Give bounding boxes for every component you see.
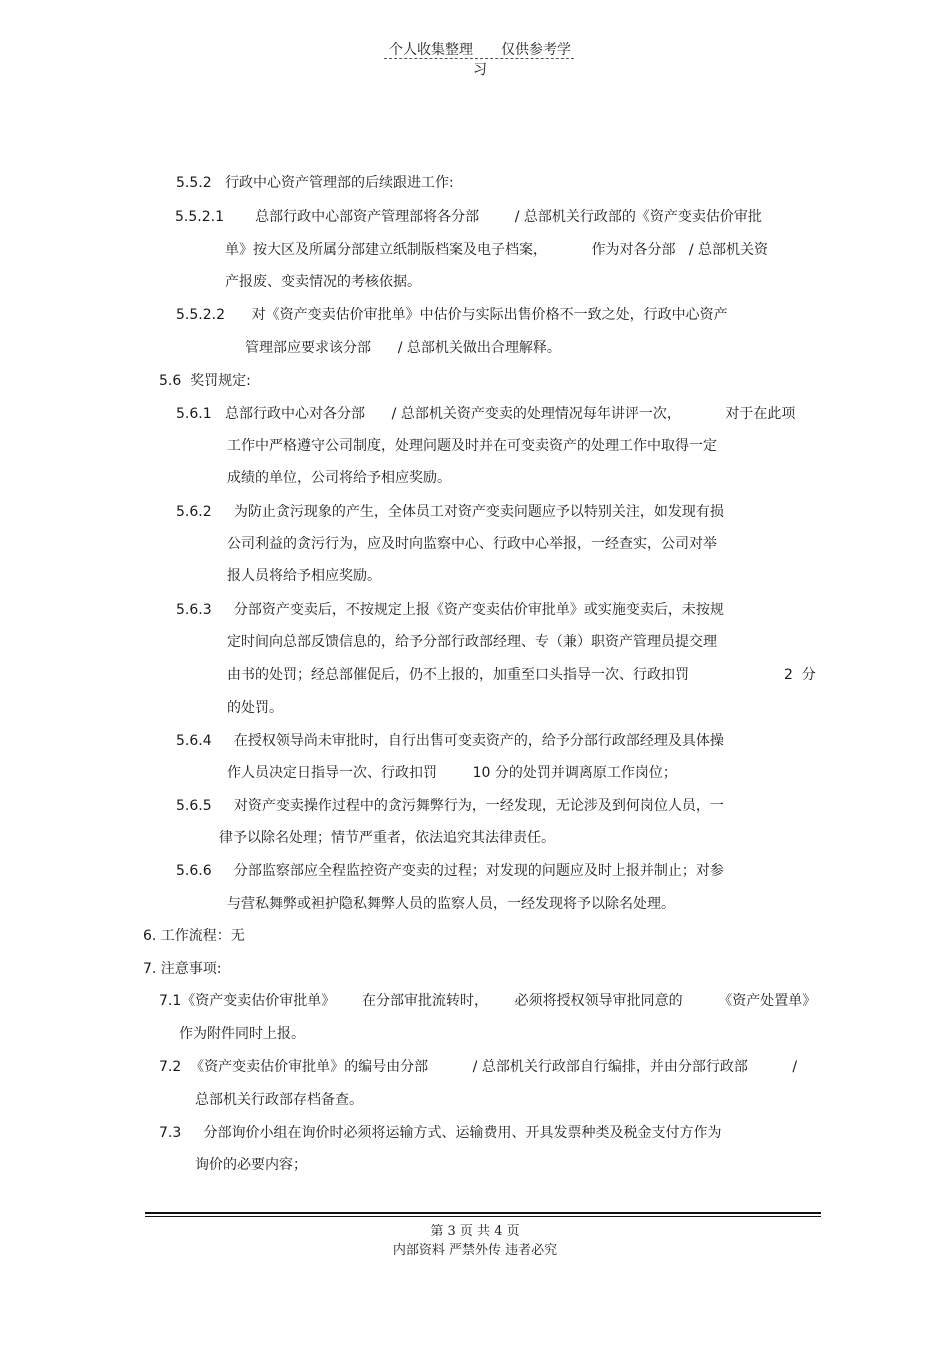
paragraph-5-6-2-line-1: 5.6.2 为防止贪污现象的产生，全体员工对资产变卖问题应予以特别关注，如发现有损 xyxy=(176,504,724,520)
section-6-heading: 6. 工作流程：无 xyxy=(143,928,245,944)
paragraph-5-6-3-line-3: 由书的处罚；经总部催促后，仍不上报的，加重至口头指导一次、行政扣罚 xyxy=(227,667,689,683)
paragraph-5-5-2-1-line-3: 产报废、变卖情况的考核依据。 xyxy=(225,274,421,290)
paragraph-7-2-line-2: 总部机关行政部存档备查。 xyxy=(195,1092,363,1108)
paragraph-5-6-3-line-3-tail: 2 分 xyxy=(784,667,816,683)
paragraph-5-6-5-line-1: 5.6.5 对资产变卖操作过程中的贪污舞弊行为，一经发现，无论涉及到何岗位人员，一 xyxy=(176,798,724,814)
footer-rule-thin xyxy=(145,1216,821,1217)
paragraph-5-6-6-line-1: 5.6.6 分部监察部应全程监控资产变卖的过程；对发现的问题应及时上报并制止；对参 xyxy=(176,863,724,879)
paragraph-5-6-1-line-2: 工作中严格遵守公司制度，处理问题及时并在可变卖资产的处理工作中取得一定 xyxy=(227,438,717,454)
page-header: 个人收集整理 仅供参考学习 xyxy=(389,42,571,78)
paragraph-5-5-2-1-line-2: 单》按大区及所属分部建立纸制版档案及电子档案， 作为对各分部 / 总部机关资 xyxy=(225,242,769,258)
paragraph-5-6-2-line-3: 报人员将给予相应奖励。 xyxy=(227,568,381,584)
footer-rule-thick xyxy=(145,1212,821,1214)
section-5-6-heading: 5.6 奖罚规定: xyxy=(159,373,251,389)
paragraph-7-2-line-1: 7.2 《资产变卖估价审批单》的编号由分部 / 总部机关行政部自行编排，并由分部行政部 / xyxy=(159,1059,798,1075)
paragraph-5-6-1-line-3: 成绩的单位，公司将给予相应奖励。 xyxy=(227,470,451,486)
paragraph-5-6-6-line-2: 与营私舞弊或袒护隐私舞弊人员的监察人员，一经发现将予以除名处理。 xyxy=(227,896,675,912)
footer-notice: 内部资料 严禁外传 违者必究 xyxy=(392,1243,558,1258)
paragraph-5-6-4-line-1: 5.6.4 在授权领导尚未审批时，自行出售可变卖资产的，给予分部行政部经理及具体操 xyxy=(176,733,724,749)
paragraph-5-6-3-line-1: 5.6.3 分部资产变卖后，不按规定上报《资产变卖估价审批单》或实施变卖后，未按规 xyxy=(176,602,724,618)
paragraph-7-1-line-2: 作为附件同时上报。 xyxy=(179,1026,305,1042)
paragraph-5-6-2-line-2: 公司利益的贪污行为，应及时向监察中心、行政中心举报，一经查实，公司对举 xyxy=(227,536,717,552)
footer-page-number: 第 3 页 共 4 页 xyxy=(430,1224,520,1239)
paragraph-5-6-5-line-2: 律予以除名处理；情节严重者，依法追究其法律责任。 xyxy=(219,830,555,846)
section-5-5-2-heading: 5.5.2 行政中心资产管理部的后续跟进工作: xyxy=(176,175,454,191)
paragraph-5-6-3-line-4: 的处罚。 xyxy=(227,700,283,716)
section-7-heading: 7. 注意事项: xyxy=(143,961,222,977)
paragraph-7-3-line-1: 7.3 分部询价小组在询价时必须将运输方式、运输费用、开具发票种类及税金支付方作为 xyxy=(159,1125,722,1141)
paragraph-5-5-2-1-line-1: 5.5.2.1 总部行政中心部资产管理部将各分部 / 总部机关行政部的《资产变卖估价审批 xyxy=(175,209,762,225)
paragraph-5-5-2-2-line-1: 5.5.2.2 对《资产变卖估价审批单》中估价与实际出售价格不一致之处，行政中心资产 xyxy=(176,307,728,323)
paragraph-5-6-4-line-2: 作人员决定日指导一次、行政扣罚 10 分的处罚并调离原工作岗位； xyxy=(227,765,677,781)
paragraph-5-6-3-line-2: 定时间向总部反馈信息的，给予分部行政部经理、专（兼）职资产管理员提交理 xyxy=(227,634,717,650)
paragraph-7-3-line-2: 询价的必要内容； xyxy=(195,1157,307,1173)
header-divider xyxy=(384,58,574,59)
paragraph-7-1-line-1: 7.1《资产变卖估价审批单》 在分部审批流转时， 必须将授权领导审批同意的 《资产处置单》 xyxy=(159,993,817,1009)
paragraph-5-6-1-line-1: 5.6.1 总部行政中心对各分部 / 总部机关资产变卖的处理情况每年讲评一次， 对于在此项 xyxy=(176,406,796,422)
paragraph-5-5-2-2-line-2: 管理部应要求该分部 / 总部机关做出合理解释。 xyxy=(245,340,561,356)
